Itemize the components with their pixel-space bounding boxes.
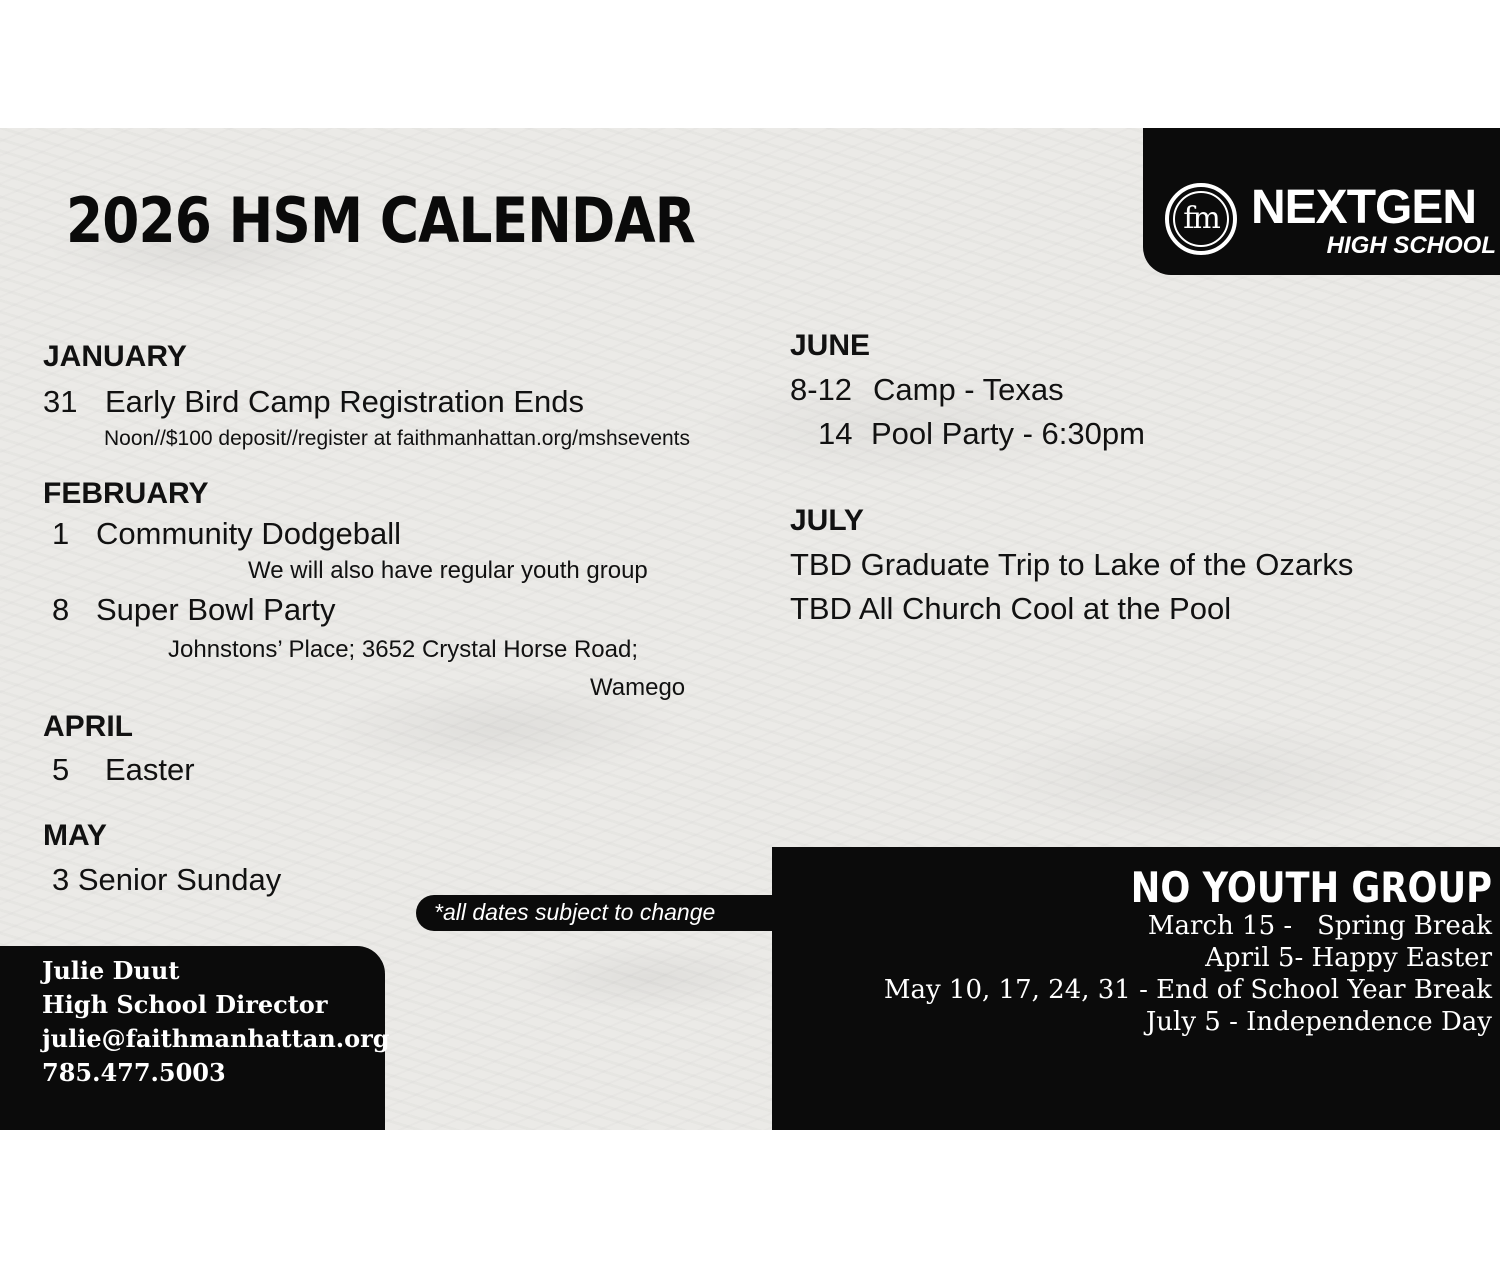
no-youth-group-item: March 15 - Spring Break bbox=[1147, 911, 1492, 941]
contact-phone: 785.477.5003 bbox=[42, 1058, 226, 1087]
event-day: 8 bbox=[52, 592, 70, 627]
contact-box bbox=[0, 946, 390, 1130]
disclaimer-text: *all dates subject to change bbox=[434, 899, 716, 925]
contact-email: julie@faithmanhattan.org bbox=[42, 1024, 390, 1053]
event-note: Johnstons’ Place; 3652 Crystal Horse Road; bbox=[168, 636, 639, 663]
event-note: We will also have regular youth group bbox=[248, 557, 648, 584]
no-youth-group-box bbox=[772, 847, 1500, 1130]
event-title: TBD All Church Cool at the Pool bbox=[790, 591, 1232, 626]
contact-name: Julie Duut bbox=[42, 956, 180, 985]
fm-logo-icon bbox=[1165, 183, 1237, 255]
month-april: APRIL bbox=[43, 710, 133, 743]
event-day: 14 bbox=[818, 416, 853, 451]
contact-role: High School Director bbox=[42, 990, 328, 1019]
event-day: 5 bbox=[52, 752, 70, 787]
calendar-poster bbox=[0, 128, 1500, 1130]
logo-initials: fm bbox=[1183, 201, 1219, 236]
event-day: 31 bbox=[43, 384, 78, 419]
event-title: Camp - Texas bbox=[873, 372, 1064, 407]
month-july: JULY bbox=[790, 504, 864, 537]
month-january: JANUARY bbox=[43, 340, 187, 373]
event-note: Noon//$100 deposit//register at faithmanhattan.org/mshsevents bbox=[104, 427, 691, 450]
event-day: 8-12 bbox=[790, 372, 853, 407]
month-february: FEBRUARY bbox=[43, 477, 209, 510]
month-may: MAY bbox=[43, 819, 107, 852]
nextgen-logo bbox=[1143, 128, 1500, 275]
logo-subtitle: HIGH SCHOOL bbox=[1326, 232, 1496, 259]
event-title: Easter bbox=[105, 752, 195, 787]
logo-name: NEXTGEN bbox=[1251, 181, 1477, 234]
event-title: Pool Party - 6:30pm bbox=[871, 416, 1145, 451]
no-youth-group-title: NO YOUTH GROUP bbox=[1130, 863, 1492, 912]
event-title: 3 Senior Sunday bbox=[52, 862, 282, 897]
event-title: Early Bird Camp Registration Ends bbox=[105, 384, 584, 419]
event-day: 1 bbox=[52, 516, 70, 551]
calendar-title: 2026 HSM CALENDAR bbox=[66, 184, 695, 257]
no-youth-group-item: April 5- Happy Easter bbox=[1205, 943, 1492, 973]
event-title: Community Dodgeball bbox=[96, 516, 401, 551]
event-note: Wamego bbox=[590, 674, 686, 701]
disclaimer-badge bbox=[416, 895, 776, 931]
no-youth-group-item: May 10, 17, 24, 31 - End of School Year Break bbox=[883, 975, 1492, 1005]
no-youth-group-item: July 5 - Independence Day bbox=[1145, 1007, 1492, 1037]
event-title: Super Bowl Party bbox=[96, 592, 336, 627]
month-june: JUNE bbox=[790, 329, 871, 362]
event-title: TBD Graduate Trip to Lake of the Ozarks bbox=[790, 547, 1354, 582]
